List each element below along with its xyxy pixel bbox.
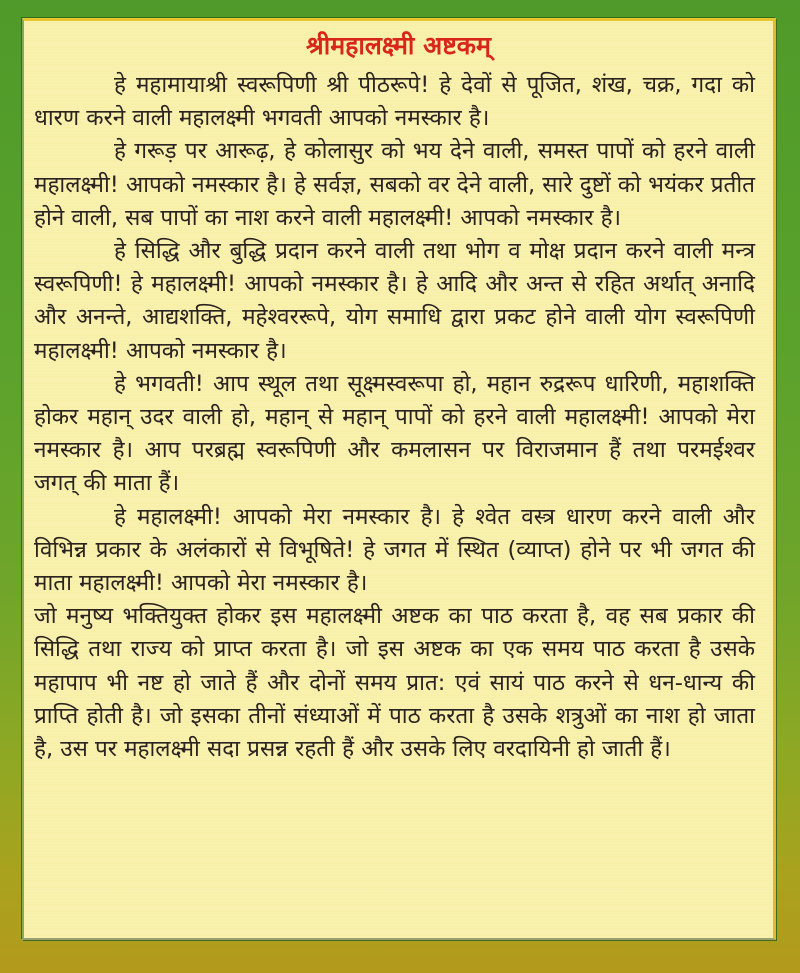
paragraph-5: हे महालक्ष्मी! आपको मेरा नमस्कार है। हे श्वेत वस्त्र धारण करने वाली और विभिन्न प्रकार के अलंकारों से विभूषिते! हे जगत में स्थित (व्याप्त) होने पर भी जगत की माता महालक्ष्मी! आपको मेरा नमस्कार है। [34,503,755,597]
page-title: श्रीमहालक्ष्मी अष्टकम् [306,31,491,60]
paragraph-1: हे महामायाश्री स्वरूपिणी श्री पीठरूपे! हे देवों से पूजित, शंख, चक्र, गदा को धारण करने वाली महालक्ष्मी भगवती आपको नमस्कार है। [34,72,755,132]
paragraph-6: जो मनुष्य भक्तियुक्त होकर इस महालक्ष्मी अष्टक का पाठ करता है, वह सब प्रकार की सिद्धि तथा राज्य को प्राप्त करता है। जो इस अष्टक का एक समय पाठ करता है उसके महापाप भी नष्ट हो जाते हैं और दोनों समय प्रात: एवं सायं पाठ करने से धन-धान्य की प्राप्ति होती है। जो इसका तीनों संध्याओं में पाठ करता है उसके शत्रुओं का नाश हो जाता है, उस पर महालक्ष्मी सदा प्रसन्न रहती हैं और उसके लिए वरदायिनी हो जाती हैं। [34,603,755,763]
paragraph-4: हे भगवती! आप स्थूल तथा सूक्ष्मस्वरूपा हो, महान रुद्ररूप धारिणी, महाशक्ति होकर महान् उदर वाली हो, महान् से महान् पापों को हरने वाली महालक्ष्मी! आपको मेरा नमस्कार है। आप परब्रह्म स्वरूपिणी और कमलासन पर विराजमान हैं तथा परमईश्वर जगत् की माता हैं। [34,370,755,497]
body-text [34,69,755,766]
text-panel [22,18,776,940]
paragraph-2: हे गरूड़ पर आरूढ़, हे कोलासुर को भय देने वाली, समस्त पापों को हरने वाली महालक्ष्मी! आपको नमस्कार है। हे सर्वज्ञ, सबको वर देने वाली, सारे दुष्टों को भयंकर प्रतीत होने वाली, सब पापों का नाश करने वाली महालक्ष्मी! आपको नमस्कार है। [34,138,755,231]
paragraph-3: हे सिद्धि और बुद्धि प्रदान करने वाली तथा भोग व मोक्ष प्रदान करने वाली मन्त्र स्वरूपिणी! हे महालक्ष्मी! आपको नमस्कार है। हे आदि और अन्त से रहित अर्थात् अनादि और अनन्ते, आद्यशक्ति, महेश्वररूपे, योग समाधि द्वारा प्रकट होने वाली योग स्वरूपिणी महालक्ष्मी! आपको नमस्कार है। [34,238,755,364]
